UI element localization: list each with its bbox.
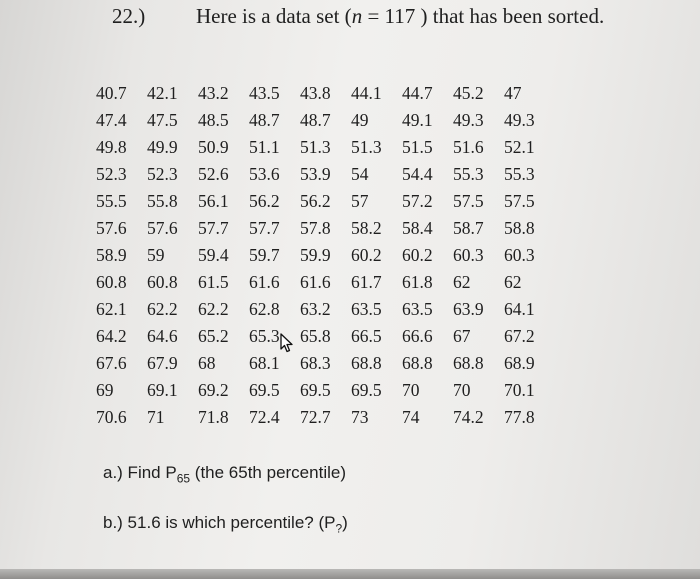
question-b [103, 513, 348, 535]
data-cell: 62 [453, 272, 471, 292]
data-cell: 68 [198, 353, 216, 373]
mouse-pointer-icon [280, 333, 294, 358]
data-cell: 60.8 [147, 272, 178, 292]
data-cell: 63.5 [351, 299, 382, 319]
data-cell: 63.2 [300, 299, 331, 319]
data-cell: 65.2 [198, 326, 229, 346]
data-cell: 45.2 [453, 83, 484, 103]
data-cell: 51.5 [402, 137, 433, 157]
data-cell: 61.6 [249, 272, 280, 292]
data-cell: 67 [453, 326, 471, 346]
data-cell: 57.5 [504, 191, 535, 211]
data-cell: 57.7 [249, 218, 280, 238]
data-cell: 65.8 [300, 326, 331, 346]
data-cell: 68.9 [504, 353, 535, 373]
data-cell: 59.7 [249, 245, 280, 265]
data-cell: 70 [453, 380, 471, 400]
data-cell: 57 [351, 191, 369, 211]
data-cell: 68.3 [300, 353, 331, 373]
data-cell: 57.7 [198, 218, 229, 238]
n-symbol: n [351, 4, 363, 28]
data-cell: 69.5 [300, 380, 331, 400]
data-cell: 48.7 [300, 110, 331, 130]
data-cell: 43.8 [300, 83, 331, 103]
data-cell: 58.4 [402, 218, 433, 238]
data-cell: 48.7 [249, 110, 280, 130]
data-row [96, 107, 555, 134]
data-row [96, 350, 555, 377]
data-cell: 60.2 [351, 245, 382, 265]
question-a-prefix: a.) Find P [103, 463, 177, 482]
question-a [103, 463, 346, 485]
data-cell: 44.1 [351, 83, 382, 103]
data-cell: 47.4 [96, 110, 127, 130]
data-cell: 48.5 [198, 110, 229, 130]
data-cell: 67.2 [504, 326, 535, 346]
data-cell: 72.4 [249, 407, 280, 427]
data-cell: 51.6 [453, 137, 484, 157]
data-cell: 53.6 [249, 164, 280, 184]
data-cell: 69.2 [198, 380, 229, 400]
data-cell: 57.6 [147, 218, 178, 238]
data-cell: 68.8 [351, 353, 382, 373]
data-row [96, 269, 555, 296]
data-row [96, 242, 555, 269]
data-cell: 51.3 [351, 137, 382, 157]
data-cell: 69 [96, 380, 114, 400]
data-cell: 57.8 [300, 218, 331, 238]
problem-number: 22.) [112, 4, 146, 28]
data-cell: 63.5 [402, 299, 433, 319]
data-cell: 54.4 [402, 164, 433, 184]
data-cell: 49.9 [147, 137, 178, 157]
data-cell: 56.2 [300, 191, 331, 211]
data-cell: 69.1 [147, 380, 178, 400]
data-cell: 49.1 [402, 110, 433, 130]
problem-intro [196, 4, 604, 28]
data-cell: 62.1 [96, 299, 127, 319]
data-cell: 61.7 [351, 272, 382, 292]
data-cell: 60.8 [96, 272, 127, 292]
data-cell: 52.6 [198, 164, 229, 184]
data-cell: 44.7 [402, 83, 433, 103]
data-row [96, 296, 555, 323]
data-cell: 57.5 [453, 191, 484, 211]
data-cell: 66.5 [351, 326, 382, 346]
data-cell: 67.6 [96, 353, 127, 373]
data-cell: 73 [351, 407, 369, 427]
data-cell: 68.8 [402, 353, 433, 373]
data-cell: 55.5 [96, 191, 127, 211]
data-cell: 62 [504, 272, 522, 292]
data-cell: 58.2 [351, 218, 382, 238]
data-row [96, 323, 555, 350]
data-cell: 50.9 [198, 137, 229, 157]
data-cell: 77.8 [504, 407, 535, 427]
data-cell: 60.2 [402, 245, 433, 265]
data-cell: 49.3 [453, 110, 484, 130]
data-cell: 58.8 [504, 218, 535, 238]
data-row [96, 80, 555, 107]
data-cell: 69.5 [351, 380, 382, 400]
data-cell: 59 [147, 245, 165, 265]
data-cell: 56.2 [249, 191, 280, 211]
data-row [96, 404, 555, 431]
data-cell: 43.5 [249, 83, 280, 103]
data-cell: 57.6 [96, 218, 127, 238]
data-cell: 69.5 [249, 380, 280, 400]
data-cell: 52.1 [504, 137, 535, 157]
question-b-prefix: b.) 51.6 is which percentile? (P [103, 513, 336, 532]
data-cell: 52.3 [96, 164, 127, 184]
data-row [96, 161, 555, 188]
data-cell: 60.3 [453, 245, 484, 265]
data-cell: 66.6 [402, 326, 433, 346]
data-cell: 59.9 [300, 245, 331, 265]
question-a-suffix: (the 65th percentile) [190, 463, 346, 482]
data-cell: 65.3 [249, 326, 280, 346]
data-cell: 64.2 [96, 326, 127, 346]
data-cell: 70.6 [96, 407, 127, 427]
problem-header [112, 4, 604, 29]
data-cell: 70 [402, 380, 420, 400]
data-cell: 61.5 [198, 272, 229, 292]
data-cell: 71 [147, 407, 165, 427]
data-cell: 74 [402, 407, 420, 427]
data-cell: 55.8 [147, 191, 178, 211]
data-row [96, 134, 555, 161]
data-cell: 49.8 [96, 137, 127, 157]
data-cell: 67.9 [147, 353, 178, 373]
data-cell: 62.8 [249, 299, 280, 319]
data-table [96, 80, 555, 431]
data-row [96, 188, 555, 215]
data-cell: 68.1 [249, 353, 280, 373]
data-cell: 61.8 [402, 272, 433, 292]
data-cell: 55.3 [453, 164, 484, 184]
data-cell: 55.3 [504, 164, 535, 184]
data-cell: 61.6 [300, 272, 331, 292]
data-cell: 57.2 [402, 191, 433, 211]
data-cell: 63.9 [453, 299, 484, 319]
data-cell: 43.2 [198, 83, 229, 103]
data-cell: 58.7 [453, 218, 484, 238]
data-cell: 49 [351, 110, 369, 130]
data-cell: 64.6 [147, 326, 178, 346]
data-cell: 47 [504, 83, 522, 103]
question-a-subscript: 65 [176, 471, 191, 486]
data-cell: 62.2 [147, 299, 178, 319]
question-b-subscript: ? [335, 521, 343, 536]
data-cell: 53.9 [300, 164, 331, 184]
data-cell: 71.8 [198, 407, 229, 427]
data-cell: 72.7 [300, 407, 331, 427]
data-row [96, 215, 555, 242]
data-cell: 40.7 [96, 83, 127, 103]
data-cell: 51.3 [300, 137, 331, 157]
data-cell: 42.1 [147, 83, 178, 103]
data-cell: 62.2 [198, 299, 229, 319]
question-b-suffix: ) [342, 513, 348, 532]
data-cell: 74.2 [453, 407, 484, 427]
data-cell: 70.1 [504, 380, 535, 400]
data-row [96, 377, 555, 404]
data-cell: 60.3 [504, 245, 535, 265]
bottom-edge [0, 569, 700, 579]
data-cell: 58.9 [96, 245, 127, 265]
data-cell: 54 [351, 164, 369, 184]
data-cell: 64.1 [504, 299, 535, 319]
data-cell: 47.5 [147, 110, 178, 130]
data-cell: 59.4 [198, 245, 229, 265]
data-cell: 68.8 [453, 353, 484, 373]
n-value: = 117 ) that has been sorted. [362, 4, 605, 28]
data-cell: 52.3 [147, 164, 178, 184]
data-cell: 49.3 [504, 110, 535, 130]
data-cell: 51.1 [249, 137, 280, 157]
data-cell: 56.1 [198, 191, 229, 211]
intro-text: Here is a data set ( [196, 4, 352, 28]
